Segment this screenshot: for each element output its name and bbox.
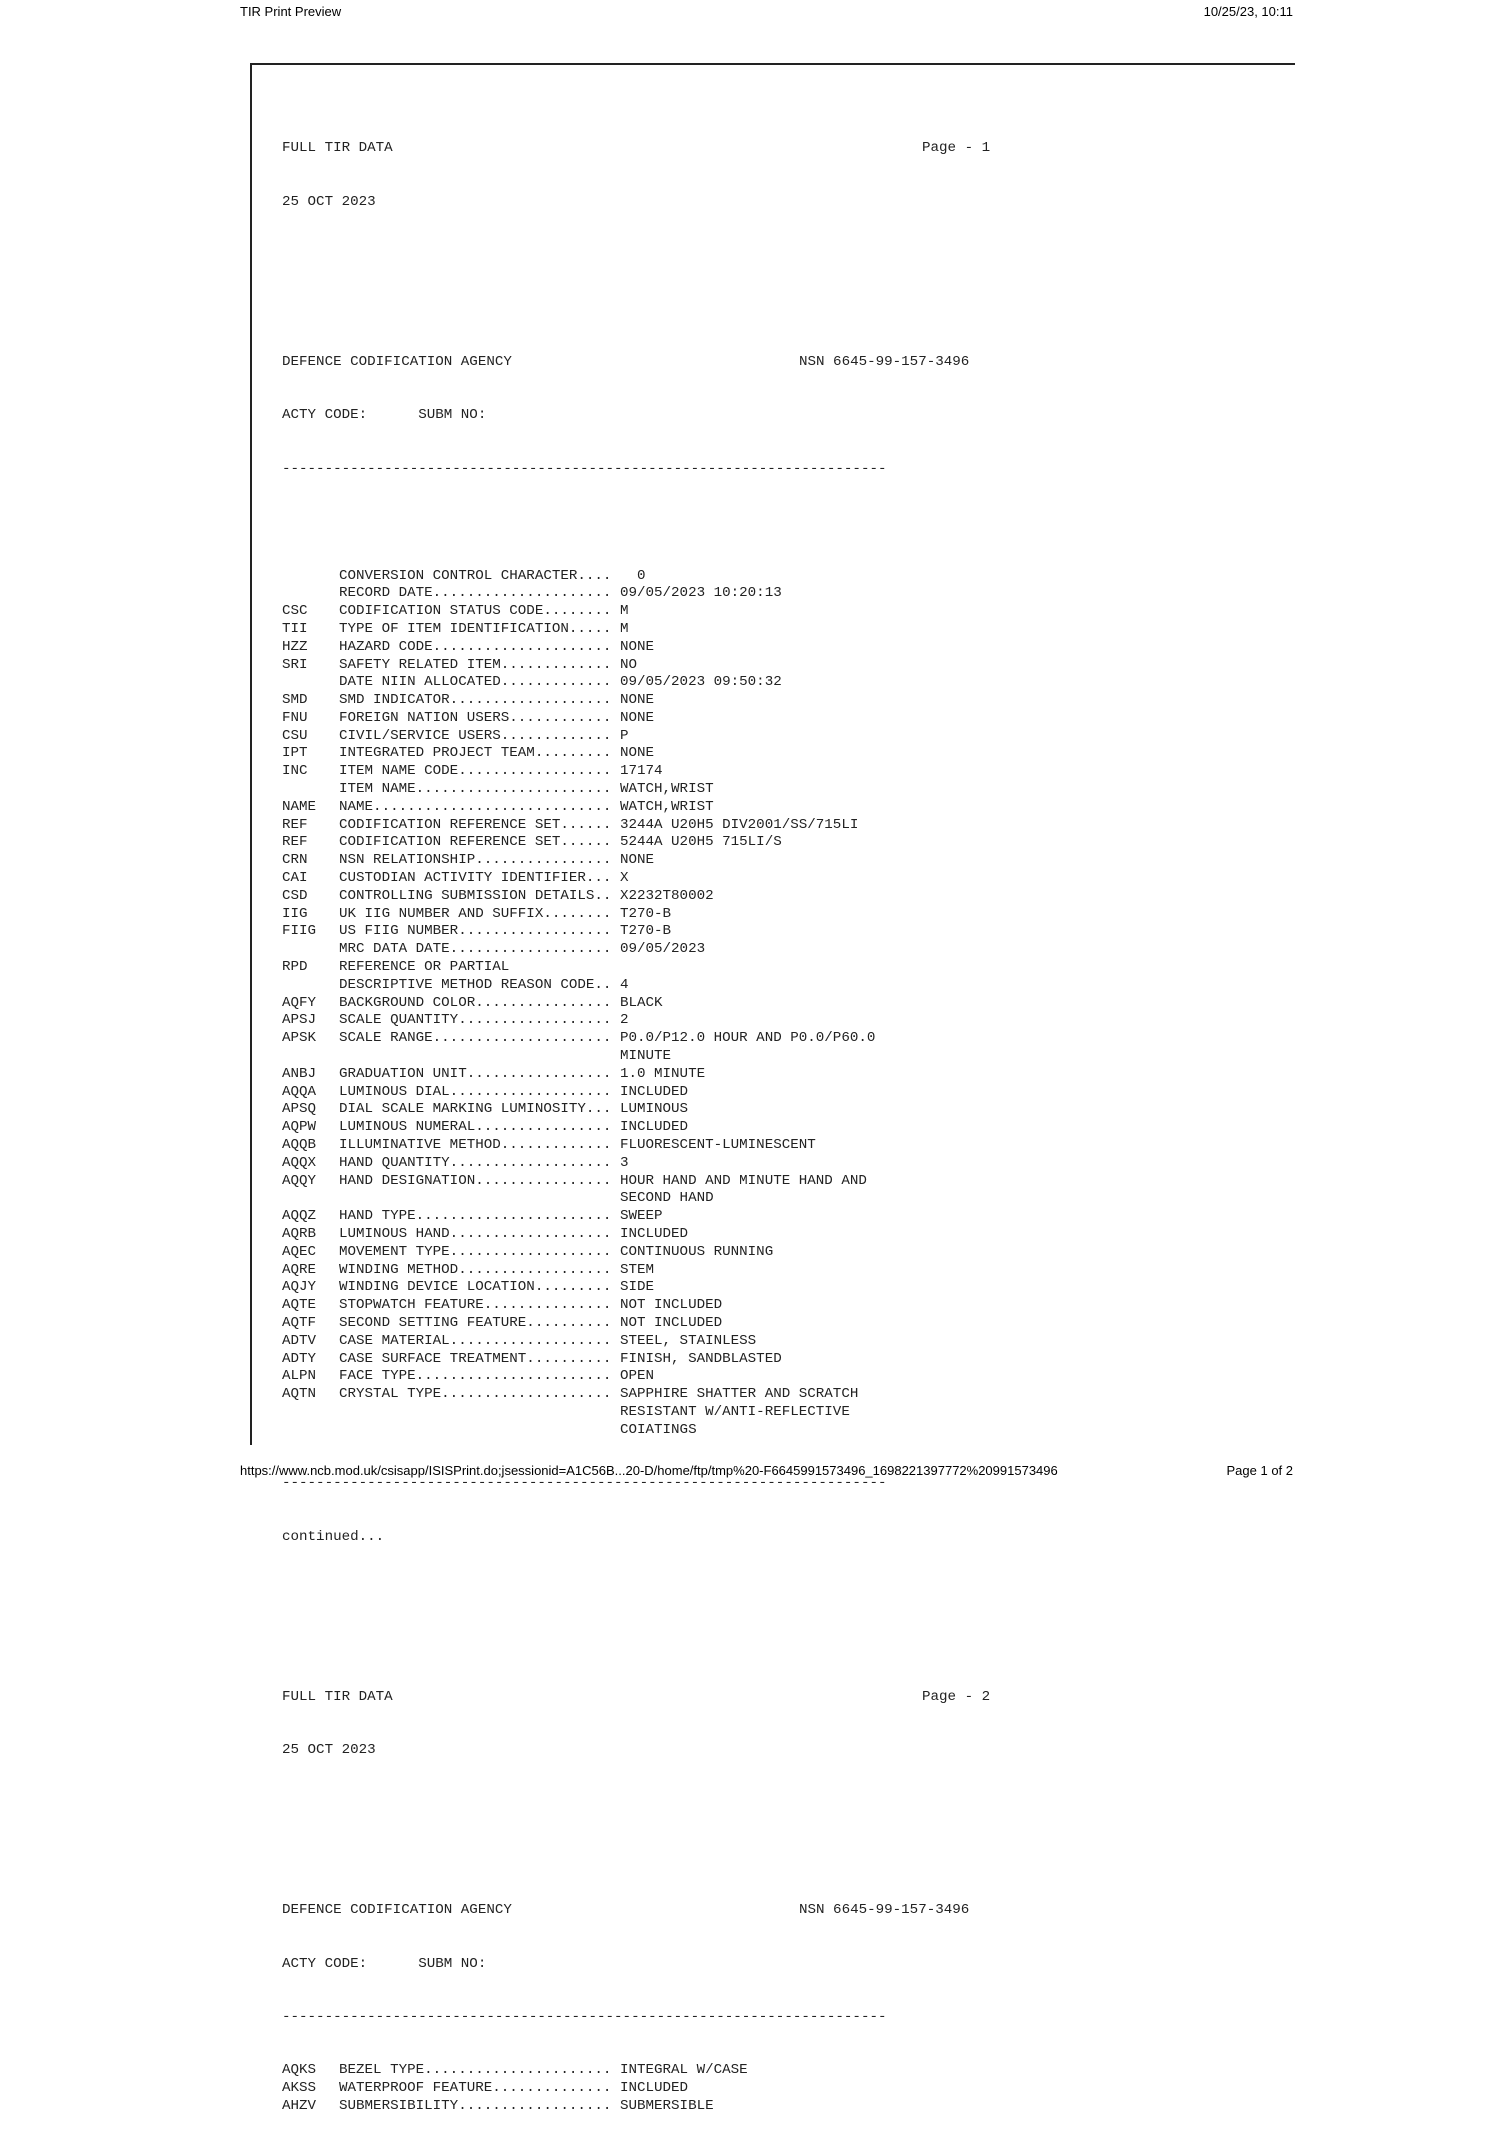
page-1-rows (282, 568, 990, 1440)
tir-row-code: CAI (282, 870, 308, 887)
tir-row (282, 923, 990, 941)
tir-row-code: AQQA (282, 1083, 317, 1100)
tir-row-text: DATE NIIN ALLOCATED............. 09/05/2023 09:50:32 (339, 674, 782, 691)
page-2-header-title: FULL TIR DATA (282, 1688, 393, 1705)
tir-row-text: TYPE OF ITEM IDENTIFICATION..... M (339, 620, 629, 637)
tir-row-code: FIIG (282, 923, 317, 940)
tir-row-code: AQEC (282, 1243, 317, 1260)
tir-row-text: SCALE QUANTITY.................. 2 (339, 1012, 629, 1029)
tir-row-code: IIG (282, 905, 308, 922)
tir-row-code: AQRB (282, 1226, 317, 1242)
continued-label: continued... (282, 1528, 385, 1545)
tir-row-text: RESISTANT W/ANTI-REFLECTIVE (339, 1403, 850, 1420)
tir-row (282, 1404, 990, 1422)
tir-row-text: SECOND HAND (339, 1190, 714, 1207)
tir-row (282, 1030, 990, 1048)
tir-row (282, 941, 990, 959)
tir-row-text: UK IIG NUMBER AND SUFFIX........ T270-B (339, 905, 672, 922)
tir-row-text: HAZARD CODE..................... NONE (339, 638, 655, 655)
page-2-nsn: NSN 6645-99-157-3496 (799, 1902, 970, 1919)
page-2-divider-top: ----------------------------------------------------------------------- (282, 2009, 887, 2026)
page-1-page-number: Page - 1 (922, 140, 991, 157)
tir-row (282, 1173, 990, 1191)
tir-row-text: DESCRIPTIVE METHOD REASON CODE.. 4 (339, 976, 629, 993)
tir-row-code: AQPW (282, 1119, 317, 1136)
tir-row-text: INTEGRATED PROJECT TEAM......... NONE (339, 745, 655, 762)
tir-row-text: SMD INDICATOR................... NONE (339, 692, 655, 709)
tir-row-text: SAFETY RELATED ITEM............. NO (339, 656, 637, 673)
tir-row-code: CSC (282, 603, 308, 620)
tir-row-text: CONVERSION CONTROL CHARACTER.... 0 (339, 567, 646, 584)
tir-row-text: MINUTE (339, 1048, 672, 1065)
tir-row (282, 1119, 990, 1137)
tir-row (282, 1084, 990, 1102)
tir-row-text: CASE MATERIAL................... STEEL, STAINLESS (339, 1332, 757, 1349)
tir-row-code: REF (282, 816, 308, 833)
tir-row-code: SRI (282, 656, 308, 673)
tir-document (282, 87, 990, 2134)
tir-row (282, 995, 990, 1013)
tir-row (282, 906, 990, 924)
tir-row-code: AKSS (282, 2080, 317, 2097)
tir-row (282, 1244, 990, 1262)
tir-row-text: RECORD DATE..................... 09/05/2023 10:20:13 (339, 585, 782, 602)
tir-row-text: CUSTODIAN ACTIVITY IDENTIFIER... X (339, 870, 629, 887)
tir-row-text: CODIFICATION REFERENCE SET...... 3244A U20H5 DIV2001/SS/715LI (339, 816, 859, 833)
tir-row-text: ITEM NAME....................... WATCH,WRIST (339, 781, 714, 798)
tir-row (282, 817, 990, 835)
page-1-acty-code: ACTY CODE: SUBM NO: (282, 407, 487, 424)
tir-row-code: CSD (282, 887, 308, 904)
tir-row-code: AQTF (282, 1314, 317, 1331)
tir-row-text: MOVEMENT TYPE................... CONTINUOUS RUNNING (339, 1243, 774, 1260)
tir-row-code: SMD (282, 692, 308, 709)
tir-row-text: HAND DESIGNATION................ HOUR HAND AND MINUTE HAND AND (339, 1172, 867, 1189)
tir-row (282, 834, 990, 852)
tir-row-code: AQQB (282, 1137, 317, 1154)
tir-row (282, 1333, 990, 1351)
tir-row (282, 781, 990, 799)
tir-row (282, 1262, 990, 1280)
tir-row (282, 585, 990, 603)
print-preview-title: TIR Print Preview (240, 4, 342, 19)
tir-row-code: APSK (282, 1030, 317, 1047)
page-1-header-title: FULL TIR DATA (282, 140, 393, 157)
tir-row-code: ADTV (282, 1332, 317, 1349)
tir-row-code: REF (282, 834, 308, 851)
tir-row-code: ANBJ (282, 1065, 317, 1082)
tir-row (282, 1048, 990, 1066)
tir-row (282, 568, 990, 586)
tir-row-code: APSQ (282, 1101, 317, 1118)
tir-row-text: WATERPROOF FEATURE.............. INCLUDED (339, 2080, 689, 2097)
page-2-acty-code: ACTY CODE: SUBM NO: (282, 1955, 487, 1972)
tir-row-code: AQJY (282, 1279, 317, 1296)
tir-row-text: DIAL SCALE MARKING LUMINOSITY... LUMINOUS (339, 1101, 689, 1118)
tir-row-code: TII (282, 620, 308, 637)
tir-row-text: BEZEL TYPE...................... INTEGRAL W/CASE (339, 2062, 748, 2079)
tir-row-code: AQQZ (282, 1208, 317, 1225)
page-1-divider-top: ----------------------------------------------------------------------- (282, 460, 887, 477)
page-2-date: 25 OCT 2023 (282, 1742, 376, 1759)
page-1-header (282, 140, 990, 158)
tir-row-text: REFERENCE OR PARTIAL (339, 959, 510, 976)
tir-row (282, 728, 990, 746)
tir-row-code: AHZV (282, 2098, 317, 2115)
tir-row-code: IPT (282, 745, 308, 762)
page-2-rows (282, 2062, 990, 2115)
tir-row (282, 1351, 990, 1369)
tir-row-code: APSJ (282, 1012, 317, 1029)
tir-row (282, 1297, 990, 1315)
tir-row (282, 852, 990, 870)
tir-row (282, 710, 990, 728)
tir-row (282, 1066, 990, 1084)
tir-row-code: HZZ (282, 638, 308, 655)
tir-row (282, 1190, 990, 1208)
tir-row-code: FNU (282, 709, 308, 726)
tir-row-code: NAME (282, 798, 317, 815)
tir-row (282, 674, 990, 692)
tir-row-text: LUMINOUS DIAL................... INCLUDED (339, 1083, 689, 1100)
tir-row-code: AQTE (282, 1297, 317, 1314)
tir-row (282, 870, 990, 888)
tir-row (282, 2080, 990, 2098)
tir-row-text: LUMINOUS NUMERAL................ INCLUDED (339, 1119, 689, 1136)
tir-row-text: FACE TYPE....................... OPEN (339, 1368, 655, 1385)
tir-row (282, 1101, 990, 1119)
page-1-divider-bottom: ----------------------------------------------------------------------- (282, 1475, 887, 1492)
page-1-agency-line (282, 354, 990, 372)
tir-row (282, 2062, 990, 2080)
tir-row (282, 888, 990, 906)
tir-row-text: CODIFICATION STATUS CODE........ M (339, 603, 629, 620)
tir-row (282, 603, 990, 621)
page-1-nsn: NSN 6645-99-157-3496 (799, 353, 970, 370)
tir-row (282, 745, 990, 763)
tir-row-code: AQQY (282, 1172, 317, 1189)
tir-row (282, 2098, 990, 2116)
page-1-date: 25 OCT 2023 (282, 193, 376, 210)
tir-row-text: LUMINOUS HAND................... INCLUDED (339, 1226, 689, 1242)
tir-row-text: SCALE RANGE..................... P0.0/P12.0 HOUR AND P0.0/P60.0 (339, 1030, 876, 1047)
tir-row-text: MRC DATA DATE................... 09/05/2023 (339, 941, 706, 958)
page-2-agency-line (282, 1902, 990, 1920)
tir-row-code: ADTY (282, 1350, 317, 1367)
tir-row-text: WINDING DEVICE LOCATION......... SIDE (339, 1279, 655, 1296)
tir-row-text: NSN RELATIONSHIP................ NONE (339, 852, 655, 869)
tir-row (282, 1226, 990, 1244)
tir-row (282, 763, 990, 781)
tir-row (282, 657, 990, 675)
tir-row-text: SECOND SETTING FEATURE.......... NOT INCLUDED (339, 1314, 723, 1331)
tir-row-text: GRADUATION UNIT................. 1.0 MINUTE (339, 1065, 706, 1082)
tir-row-code: INC (282, 763, 308, 780)
page-2-page-number: Page - 2 (922, 1688, 991, 1705)
tir-row (282, 692, 990, 710)
tir-row-code: CRN (282, 852, 308, 869)
tir-row-text: HAND TYPE....................... SWEEP (339, 1208, 663, 1225)
tir-row (282, 1279, 990, 1297)
tir-row (282, 1137, 990, 1155)
tir-row-text: US FIIG NUMBER.................. T270-B (339, 923, 672, 940)
tir-row-code: RPD (282, 959, 308, 976)
tir-row (282, 1422, 990, 1440)
page-2-header (282, 1689, 990, 1707)
print-page-count: Page 1 of 2 (1226, 1463, 1293, 1478)
tir-row (282, 959, 990, 977)
page-2-agency: DEFENCE CODIFICATION AGENCY (282, 1902, 512, 1919)
print-datetime: 10/25/23, 10:11 (1203, 4, 1293, 19)
tir-row-text: SUBMERSIBILITY.................. SUBMERSIBLE (339, 2098, 714, 2115)
tir-row (282, 621, 990, 639)
tir-row (282, 639, 990, 657)
tir-row (282, 977, 990, 995)
tir-row-text: WINDING METHOD.................. STEM (339, 1261, 655, 1278)
tir-row-code: AQRE (282, 1261, 317, 1278)
tir-row (282, 799, 990, 817)
tir-row-code: AQFY (282, 994, 317, 1011)
tir-row-text: NAME............................ WATCH,WRIST (339, 798, 714, 815)
tir-row-text: BACKGROUND COLOR................ BLACK (339, 994, 663, 1011)
tir-row (282, 1155, 990, 1173)
tir-row-text: ITEM NAME CODE.................. 17174 (339, 763, 663, 780)
tir-row-text: FOREIGN NATION USERS............ NONE (339, 709, 655, 726)
page-1-agency: DEFENCE CODIFICATION AGENCY (282, 353, 512, 370)
tir-row (282, 1315, 990, 1333)
tir-row-text: CODIFICATION REFERENCE SET...... 5244A U20H5 715LI/S (339, 834, 782, 851)
tir-row-text: CASE SURFACE TREATMENT.......... FINISH, SANDBLASTED (339, 1350, 782, 1367)
tir-row-text: STOPWATCH FEATURE............... NOT INCLUDED (339, 1297, 723, 1314)
tir-row-text: ILLUMINATIVE METHOD............. FLUORESCENT-LUMINESCENT (339, 1137, 816, 1154)
tir-row-code: AQKS (282, 2062, 317, 2079)
tir-row-text: HAND QUANTITY................... 3 (339, 1154, 629, 1171)
tir-row-text: CRYSTAL TYPE.................... SAPPHIRE SHATTER AND SCRATCH (339, 1386, 859, 1403)
tir-row-code: AQQX (282, 1154, 317, 1171)
tir-row (282, 1368, 990, 1386)
tir-row (282, 1012, 990, 1030)
tir-row-text: CIVIL/SERVICE USERS............. P (339, 727, 629, 744)
tir-row-text: COIATINGS (339, 1421, 697, 1438)
tir-row-code: CSU (282, 727, 308, 744)
tir-row-text: CONTROLLING SUBMISSION DETAILS.. X2232T80002 (339, 887, 714, 904)
tir-row-code: ALPN (282, 1368, 317, 1385)
tir-row (282, 1208, 990, 1226)
tir-row-code: AQTN (282, 1386, 317, 1403)
print-url: https://www.ncb.mod.uk/csisapp/ISISPrint.do;jsessionid=A1C56B...20-D/home/ftp/tmp%20-F6645991573496_1698221397772%20991573496 (240, 1463, 1058, 1478)
tir-row (282, 1386, 990, 1404)
